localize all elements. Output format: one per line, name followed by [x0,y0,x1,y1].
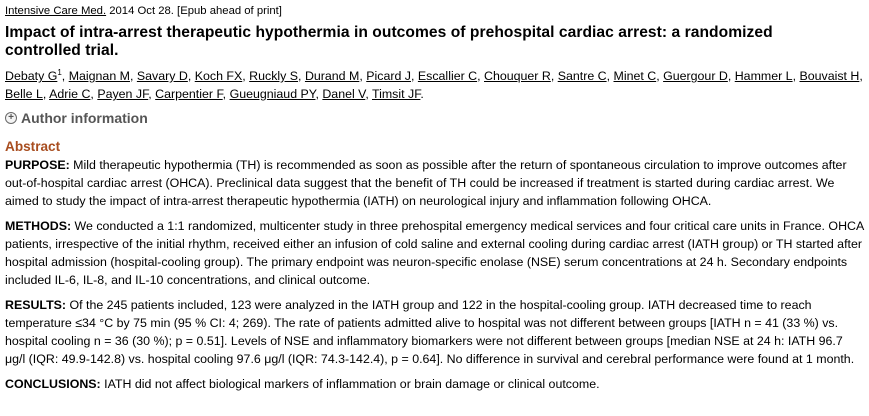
author-link[interactable]: Santre C [557,69,607,83]
abstract-page [5,0,865,400]
section-text: We conducted a 1:1 randomized, multicenter study in three prehospital emergency medical services and four critical care units in France. OHCA patients, irrespective of the initial rhythm, received either an infusion of cold saline and external cooling during cardiac arrest (IATH group) or TH started after hospital admission (hospital-cooling group). The primary endpoint was neuron-specific enolase (NSE) serum concentrations at 24 h. Secondary endpoints included IL-6, IL-8, and IL-10 concentrations, and clinical outcome. [5,219,864,287]
abstract-section-conclusions [5,375,865,393]
section-label: CONCLUSIONS: [5,377,101,391]
section-label: METHODS: [5,219,72,233]
section-text: Mild therapeutic hypothermia (TH) is recommended as soon as possible after the return of spontaneous circulation to improve outcomes after out-of-hospital cardiac arrest (OHCA). Preclinical data suggest that the benefit of TH could be increased if treatment is started during cardiac arrest. We aimed to study the impact of intra-arrest therapeutic hypothermia (IATH) on neurological injury and inflammation following OHCA. [5,158,847,208]
section-text: IATH did not affect biological markers of inflammation or brain damage or clinical outcome. [100,377,600,391]
author-link[interactable]: Hammer L [734,69,793,83]
journal-link[interactable]: Intensive Care Med. [5,5,107,17]
citation-line [5,3,865,19]
author-information-toggle[interactable] [5,109,865,127]
citation-date: 2014 Oct 28. [Epub ahead of print] [106,5,282,17]
author-link[interactable]: Savary D [136,69,188,83]
author-link[interactable]: Belle L [5,87,43,101]
author-link[interactable]: Minet C [613,69,657,83]
author-link[interactable]: Koch FX [194,69,243,83]
author-list: Debaty $G^1$, Maignan M, Savary D, Koch FX, Ruckly S, Durand M, Picard J, Escallier C, Chouquer R, Santre C, Minet C, Guergour D, Hammer L, Bouvaist H, Belle L, Adrie C, Payen JF, Carpentier F, Gueugniaud PY, Danel V, Timsit JF. [5,67,863,101]
author-link[interactable]: Timsit JF [371,87,421,101]
abstract-section-results [5,296,865,368]
author-link[interactable]: Ruckly S [249,69,299,83]
author-information-label: Author information [21,110,148,126]
author-link[interactable]: Maignan M [68,69,130,83]
author-link[interactable]: Guergour D [663,69,728,83]
abstract-section-methods [5,217,865,289]
abstract-heading: Abstract [5,139,61,154]
author-link[interactable]: Debaty G [5,69,58,83]
section-label: PURPOSE: [5,158,70,172]
author-link[interactable]: Picard J [366,69,411,83]
article-title: Impact of intra-arrest therapeutic hypothermia in outcomes of prehospital cardiac arrest: a randomized controlled trial. [5,24,773,59]
plus-circle-icon[interactable]: + [5,112,17,124]
affiliation-marker: 1 [57,67,62,77]
author-link[interactable]: Danel V [322,87,366,101]
author-link[interactable]: Carpentier F [155,87,223,101]
section-text: Of the 245 patients included, 123 were analyzed in the IATH group and 122 in the hospital-cooling group. IATH decreased time to reach temperature ≤34 °C by 75 min (95 % CI: 4; 269). The rate of patients admitted alive to hospital was not different between groups [IATH n = 41 (33 %) vs. hospital cooling n = 36 (30 %); p = 0.51]. Levels of NSE and inflammatory biomarkers were not different between groups [median NSE at 24 h: IATH 96.7 μg/l (IQR: 49.9-142.8) vs. hospital cooling 97.6 μg/l (IQR: 74.3-142.4), p = 0.64]. No difference in survival and cerebral performance were found at 1 month. [5,298,855,366]
author-link[interactable]: Durand M [304,69,360,83]
author-link[interactable]: Gueugniaud PY [229,87,316,101]
author-link[interactable]: Chouquer R [484,69,551,83]
author-link[interactable]: Escallier C [417,69,478,83]
section-label: RESULTS: [5,298,67,312]
author-link[interactable]: Bouvaist H [799,69,860,83]
author-link[interactable]: Payen JF [97,87,149,101]
author-link[interactable]: Adrie C [49,87,91,101]
abstract-section-purpose [5,156,865,210]
